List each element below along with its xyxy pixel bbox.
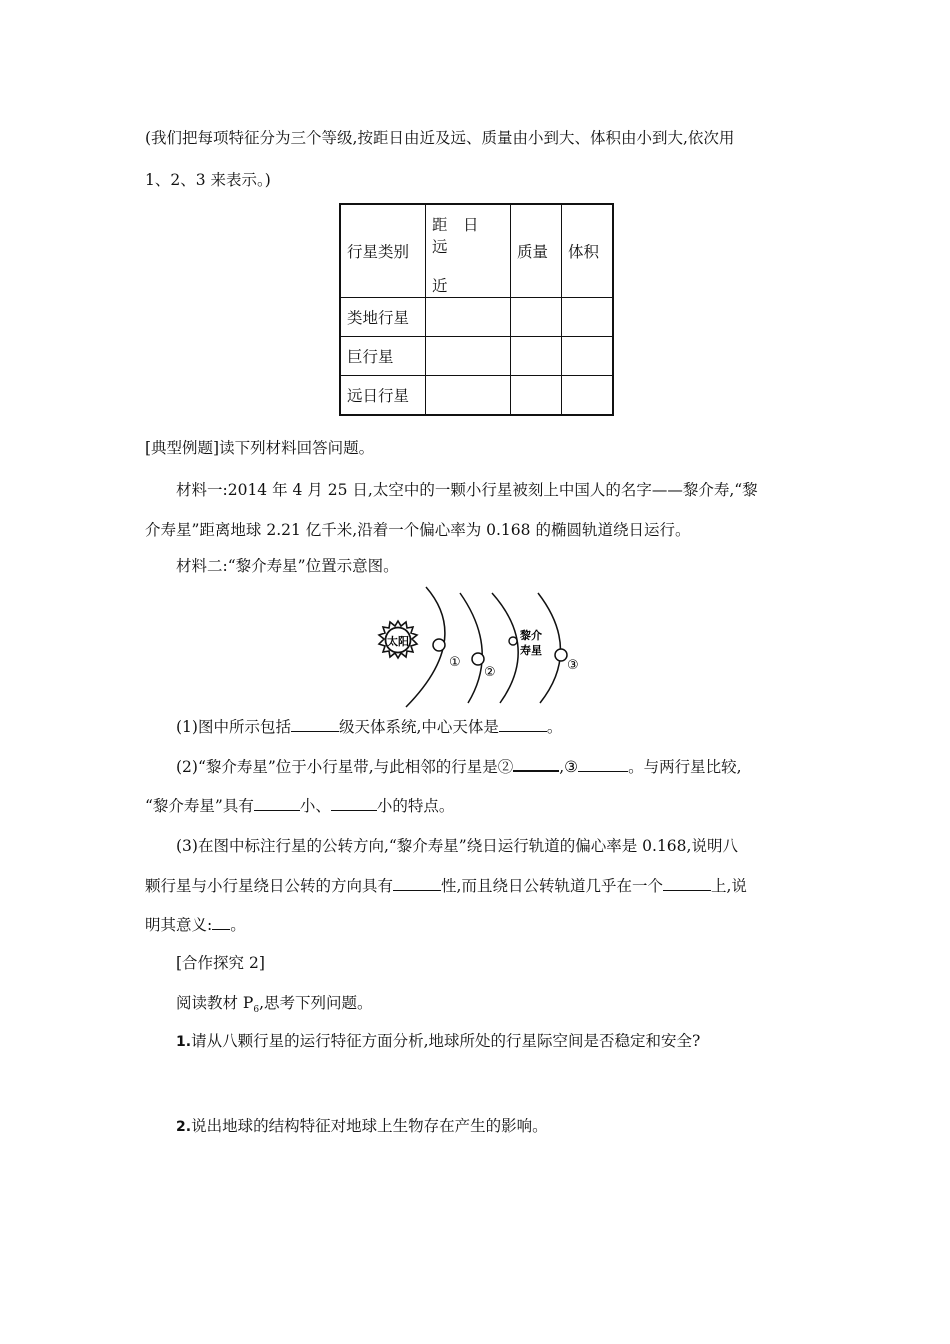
inquiry-item-1	[176, 1031, 700, 1052]
answer-cell[interactable]	[562, 298, 614, 337]
example-heading: [典型例题]读下列材料回答问题。	[145, 439, 375, 457]
marker-2: ②	[484, 665, 496, 680]
read-text-b: ,思考下列问题。	[259, 994, 373, 1012]
planet-1-icon	[433, 639, 445, 651]
q1-text-a: (1)图中所示包括	[176, 718, 291, 736]
q3-blank-2[interactable]	[663, 876, 711, 891]
planet-category-table	[339, 203, 614, 416]
answer-cell[interactable]	[426, 376, 511, 416]
q3-text-a: 颗行星与小行星绕日公转的方向具有	[145, 877, 394, 895]
row-label: 巨行星	[340, 337, 426, 376]
row-label: 类地行星	[340, 298, 426, 337]
read-page-subscript: 6	[253, 1005, 260, 1016]
answer-cell[interactable]	[562, 337, 614, 376]
question-3-line-2	[145, 876, 747, 896]
header-volume: 体积	[562, 204, 614, 298]
answer-cell[interactable]	[511, 298, 562, 337]
header-distance	[426, 204, 511, 298]
sun-label: 太阳	[387, 635, 409, 648]
item-2-text: 说出地球的结构特征对地球上生物存在产生的影响。	[191, 1117, 548, 1135]
q3-text-e: 。	[230, 916, 246, 934]
q2-text-c: 。与两行星比较,	[628, 758, 742, 776]
q2-text-d: “黎介寿星”具有	[145, 797, 254, 815]
q1-text-b: 级天体系统,中心天体是	[338, 718, 499, 736]
asteroid-icon	[509, 637, 517, 645]
q2-text-b: ,③	[559, 758, 579, 776]
row-label: 远日行星	[340, 376, 426, 416]
item-1-number: 1.	[176, 1034, 192, 1050]
answer-cell[interactable]	[426, 337, 511, 376]
q2-blank-4[interactable]	[331, 796, 377, 811]
question-1	[176, 717, 562, 737]
q2-blank-3[interactable]	[254, 796, 300, 811]
q3-blank-1[interactable]	[393, 876, 441, 891]
asteroid-label-line-1: 黎介	[520, 629, 542, 642]
asteroid-label-line-2: 寿星	[520, 644, 542, 657]
q2-text-e: 小、	[299, 797, 331, 815]
header-distance-line2: 近	[432, 277, 448, 295]
q3-text-c: 上,说	[710, 877, 747, 895]
asteroid-position-diagram	[360, 585, 600, 710]
question-3-line-1: (3)在图中标注行星的公转方向,“黎介寿星”绕日运行轨道的偏心率是 0.168,说明八	[176, 837, 738, 855]
planet-2-icon	[472, 653, 484, 665]
header-distance-line1: 距 日 远	[432, 216, 495, 256]
q2-blank-1[interactable]	[513, 758, 559, 772]
inquiry-heading: [合作探究 2]	[176, 954, 265, 972]
q1-blank-1[interactable]	[291, 717, 339, 732]
answer-cell[interactable]	[562, 376, 614, 416]
inquiry-reading-instruction	[176, 993, 373, 1020]
intro-line-1: (我们把每项特征分为三个等级,按距日由近及远、质量由小到大、体积由小到大,依次用	[145, 129, 735, 147]
orbit-asteroid	[492, 593, 518, 703]
table-row	[340, 376, 613, 416]
material-2-caption: 材料二:“黎介寿星”位置示意图。	[176, 557, 399, 575]
answer-cell[interactable]	[511, 376, 562, 416]
header-category: 行星类别	[340, 204, 426, 298]
answer-cell[interactable]	[511, 337, 562, 376]
table-row	[340, 337, 613, 376]
question-3-line-3	[145, 915, 246, 935]
orbit-2	[460, 593, 482, 703]
q2-blank-2[interactable]	[578, 757, 628, 772]
q2-text-a: (2)“黎介寿星”位于小行星带,与此相邻的行星是②	[176, 758, 514, 776]
q3-text-d: 明其意义:	[145, 916, 213, 934]
material-1-line-1: 材料一:2014 年 4 月 25 日,太空中的一颗小行星被刻上中国人的名字——黎介寿,“黎	[176, 481, 758, 499]
intro-line-2: 1、2、3 来表示。)	[145, 171, 271, 189]
marker-3: ③	[567, 658, 579, 673]
table-row	[340, 298, 613, 337]
q2-text-f: 小的特点。	[376, 797, 455, 815]
planet-3-icon	[555, 649, 567, 661]
header-mass: 质量	[511, 204, 562, 298]
question-2-line-1	[176, 757, 742, 777]
question-2-line-2	[145, 796, 454, 816]
read-text-a: 阅读教材 P	[176, 994, 254, 1012]
item-2-number: 2.	[176, 1119, 192, 1135]
table-header-row	[340, 204, 613, 298]
q1-blank-2[interactable]	[499, 717, 547, 732]
inquiry-item-2	[176, 1116, 548, 1137]
item-1-text: 请从八颗行星的运行特征方面分析,地球所处的行星际空间是否稳定和安全?	[191, 1032, 701, 1050]
q1-text-c: 。	[546, 718, 563, 736]
material-1-line-2: 介寿星”距离地球 2.21 亿千米,沿着一个偏心率为 0.168 的椭圆轨道绕日运行。	[145, 521, 691, 539]
q3-blank-3[interactable]	[212, 915, 230, 930]
answer-cell[interactable]	[426, 298, 511, 337]
q3-text-b: 性,而且绕日公转轨道几乎在一个	[441, 877, 663, 895]
marker-1: ①	[449, 655, 461, 670]
